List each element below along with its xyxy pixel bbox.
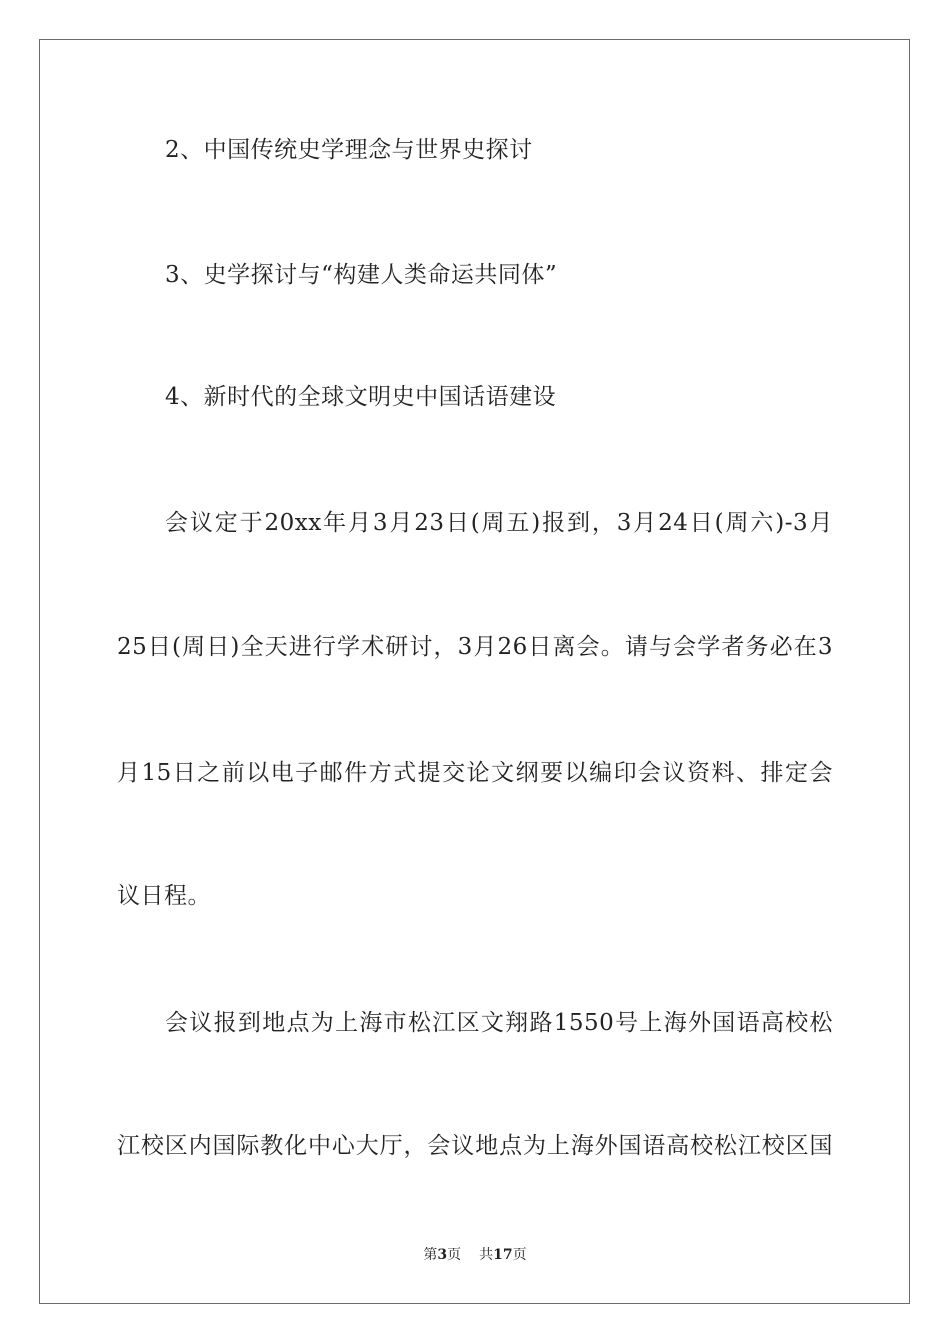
- footer-page-prefix: 第: [423, 1247, 438, 1263]
- paragraph-2-line-1: 会议报到地点为上海市松江区文翔路1550号上海外国语高校松: [165, 1010, 833, 1036]
- paragraph-2-line-2: 江校区内国际教化中心大厅，会议地点为上海外国语高校松江校区国: [117, 1133, 833, 1159]
- list-item-3: 3、史学探讨与“构建人类命运共同体”: [165, 262, 558, 288]
- paragraph-1-line-1: 会议定于20xx年月3月23日(周五)报到，3月24日(周六)-3月: [165, 510, 833, 536]
- paragraph-1-line-2: 25日(周日)全天进行学术研讨，3月26日离会。请与会学者务必在3: [117, 634, 833, 660]
- paragraph-1-line-4: 议日程。: [117, 883, 211, 909]
- footer-page-total: 17: [493, 1247, 513, 1263]
- page-border: [39, 39, 910, 1304]
- paragraph-1-line-3: 月15日之前以电子邮件方式提交论文纲要以编印会议资料、排定会: [117, 760, 833, 786]
- footer-page-unit: 页: [447, 1247, 462, 1263]
- list-item-4: 4、新时代的全球文明史中国话语建设: [165, 384, 557, 410]
- footer-total-unit: 页: [512, 1247, 527, 1263]
- list-item-2: 2、中国传统史学理念与世界史探讨: [165, 137, 533, 163]
- page-footer: [0, 1246, 950, 1264]
- footer-page-current: 3: [437, 1247, 448, 1263]
- footer-total-prefix: 共: [479, 1247, 494, 1263]
